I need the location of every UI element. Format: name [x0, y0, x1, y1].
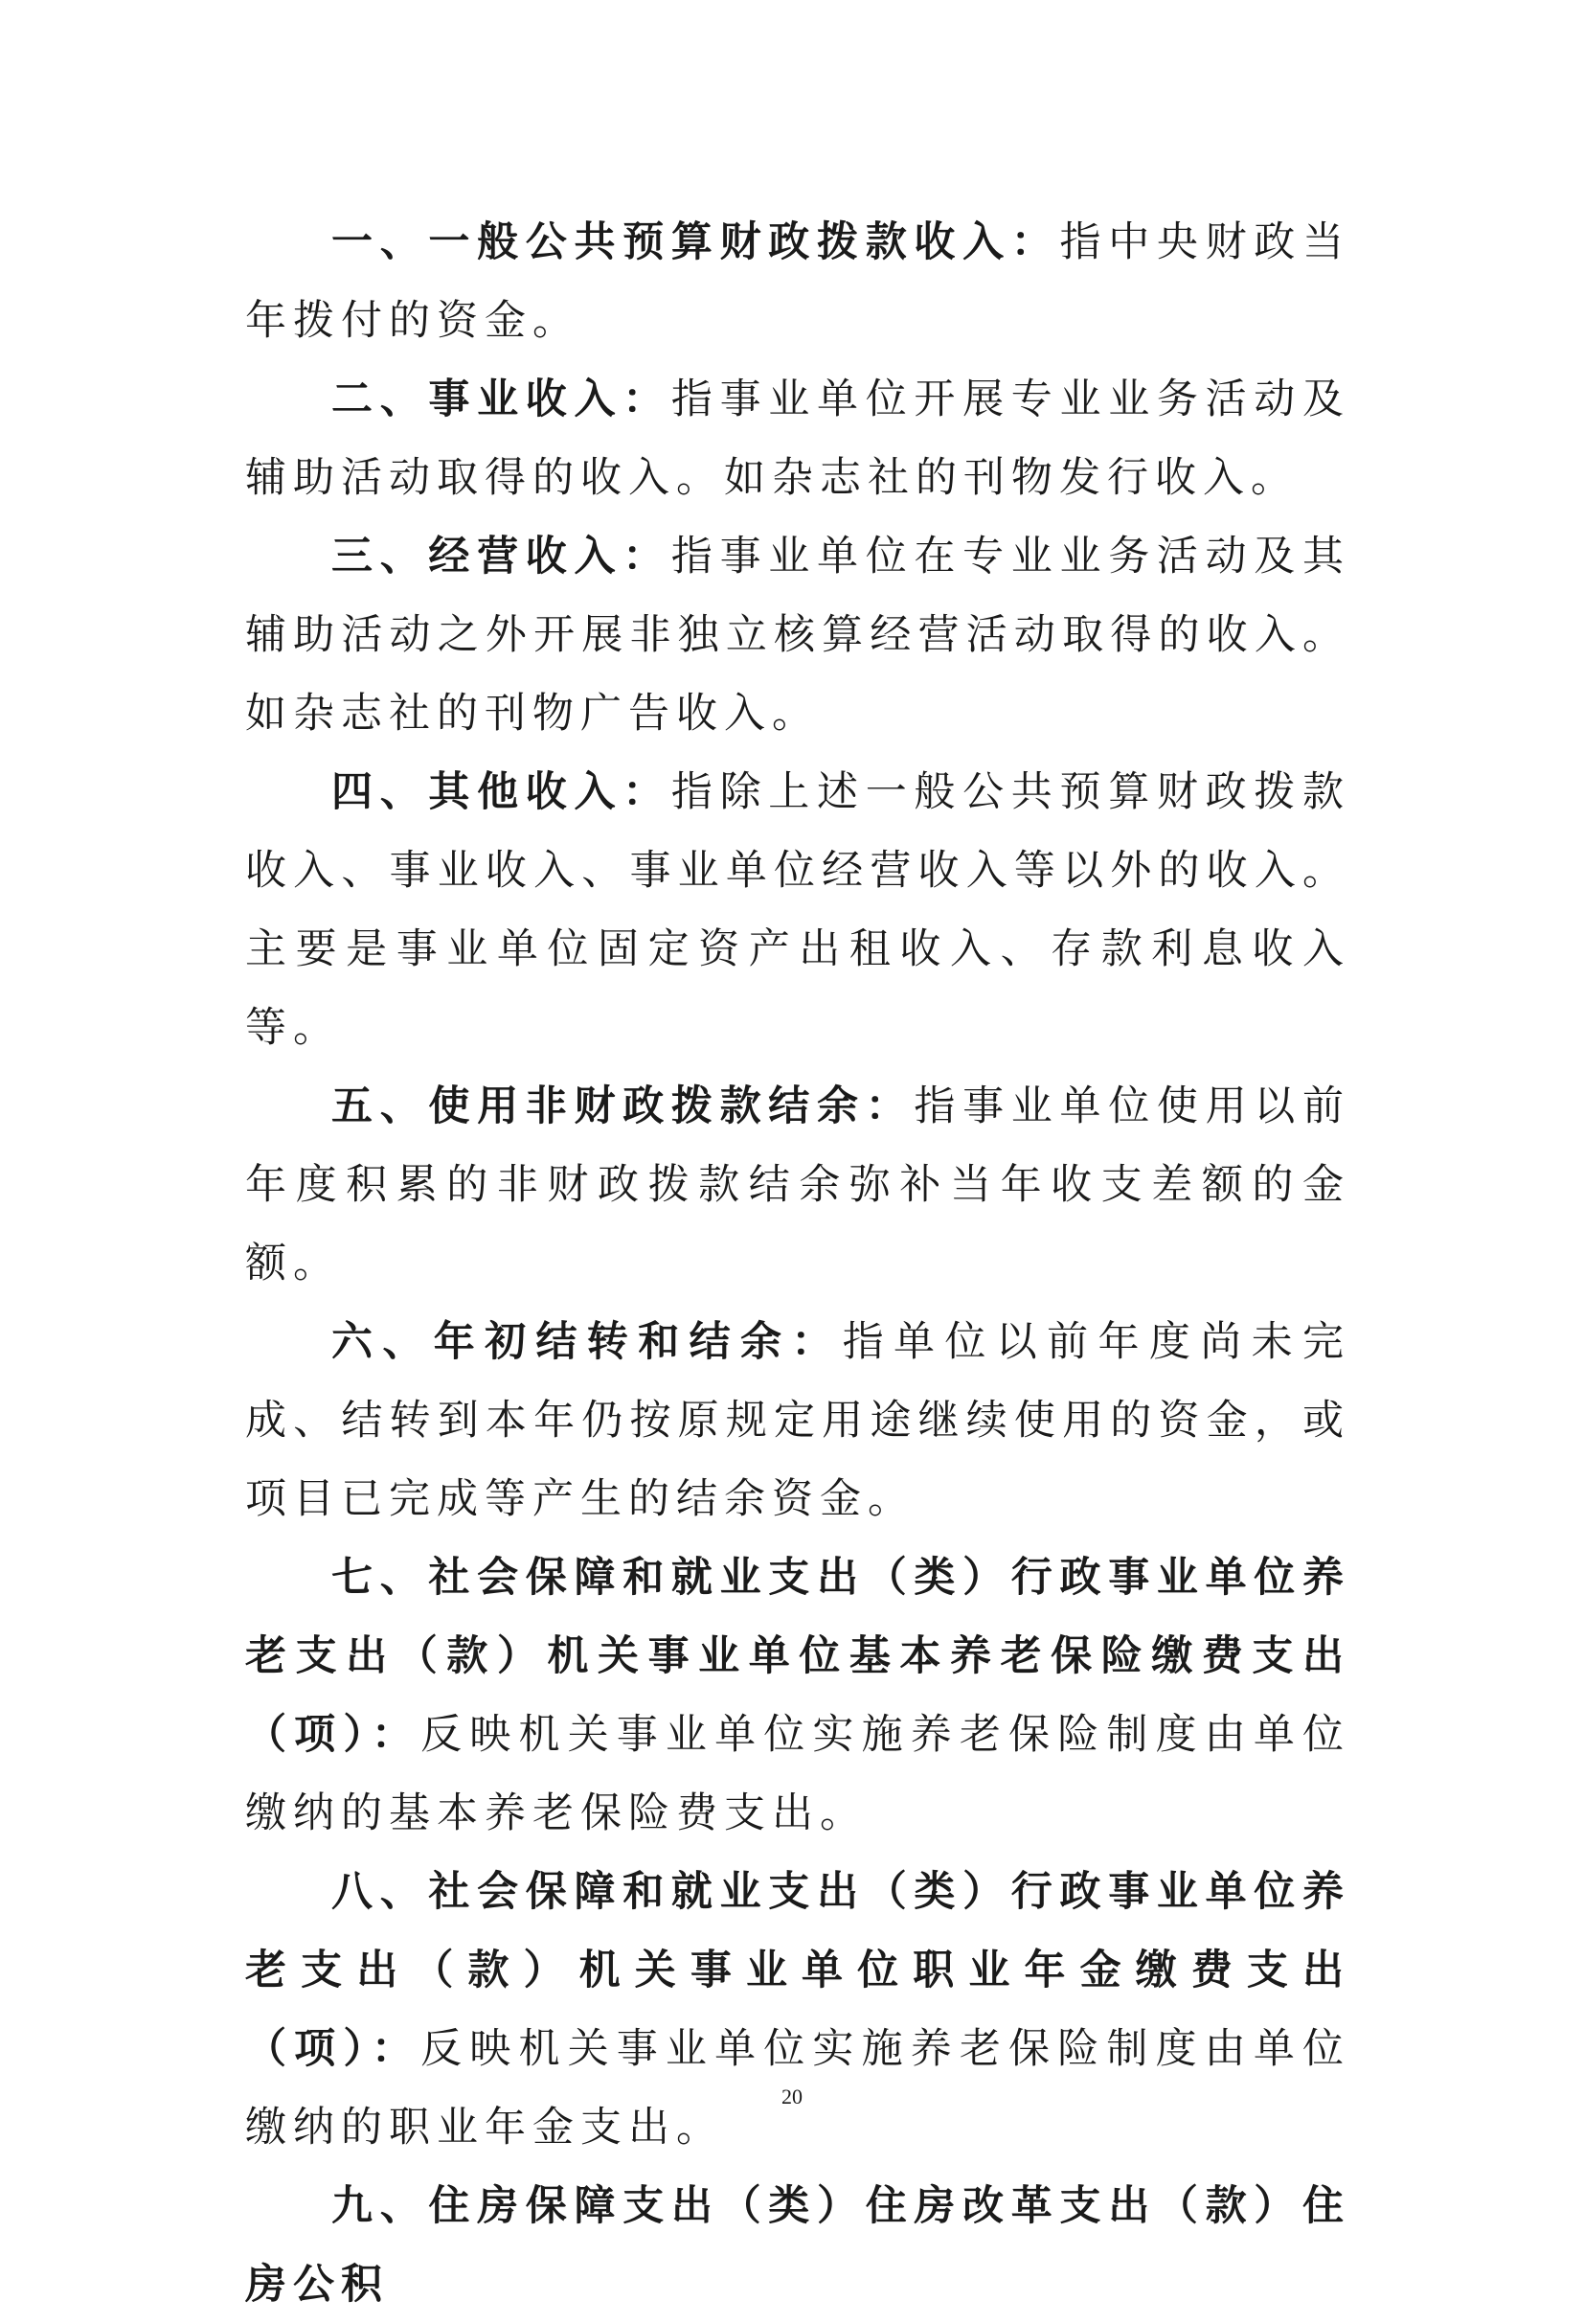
- paragraph-general-budget-income: [245, 203, 1350, 360]
- paragraph-housing-provident-fund: [245, 2167, 1350, 2324]
- paragraph-text: 指事业单位在专业业务活动及其辅助活动之外开展非独立核算经营活动取得的收入。如杂志社的刊物广告收入。: [245, 533, 1351, 738]
- paragraph-non-fiscal-surplus: [245, 1067, 1350, 1303]
- paragraph-term: 一、一般公共预算财政拨款收入：: [331, 218, 1060, 266]
- paragraph-term: 八、社会保障和就业支出（类）行政事业单位养老支出（款）机关事业单位职业年金缴费支出（项）：: [245, 1868, 1350, 2073]
- paragraph-text: 指单位以前年度尚未完成、结转到本年仍按原规定用途继续使用的资金，或项目已完成等产生的结余资金。: [245, 1318, 1351, 1523]
- paragraph-text: 反映机关事业单位实施养老保险制度由单位缴纳的基本养老保险费支出。: [245, 1711, 1351, 1837]
- paragraph-term: 九、住房保障支出（类）住房改革支出（款）住房公积: [245, 2182, 1350, 2309]
- paragraph-term: 六、年初结转和结余：: [331, 1318, 843, 1366]
- document-body: [245, 203, 1350, 2324]
- paragraph-operating-income: [245, 517, 1350, 753]
- paragraph-business-income: [245, 360, 1350, 517]
- paragraph-term: 五、使用非财政拨款结余：: [331, 1082, 915, 1130]
- paragraph-text: 指除上述一般公共预算财政拨款收入、事业收入、事业单位经营收入等以外的收入。主要是事业单位固定资产出租收入、存款利息收入等。: [245, 768, 1351, 1052]
- paragraph-term: 七、社会保障和就业支出（类）行政事业单位养老支出（款）机关事业单位基本养老保险缴费支出（项）：: [245, 1554, 1350, 1759]
- paragraph-text: 指事业单位开展专业业务活动及辅助活动取得的收入。如杂志社的刊物发行收入。: [245, 376, 1351, 502]
- paragraph-occupational-annuity: [245, 1853, 1350, 2167]
- paragraph-basic-pension-insurance: [245, 1538, 1350, 1853]
- paragraph-term: 三、经营收入：: [331, 533, 671, 581]
- paragraph-carryover-balance: [245, 1303, 1350, 1538]
- paragraph-text: 指中央财政当年拨付的资金。: [245, 218, 1350, 345]
- paragraph-term: 二、事业收入：: [331, 376, 671, 423]
- paragraph-term: 四、其他收入：: [331, 768, 671, 816]
- paragraph-text: 反映机关事业单位实施养老保险制度由单位缴纳的职业年金支出。: [245, 2025, 1351, 2152]
- page-number: 20: [781, 2085, 803, 2108]
- paragraph-text: 指事业单位使用以前年度积累的非财政拨款结余弥补当年收支差额的金额。: [245, 1082, 1351, 1287]
- paragraph-other-income: [245, 753, 1350, 1067]
